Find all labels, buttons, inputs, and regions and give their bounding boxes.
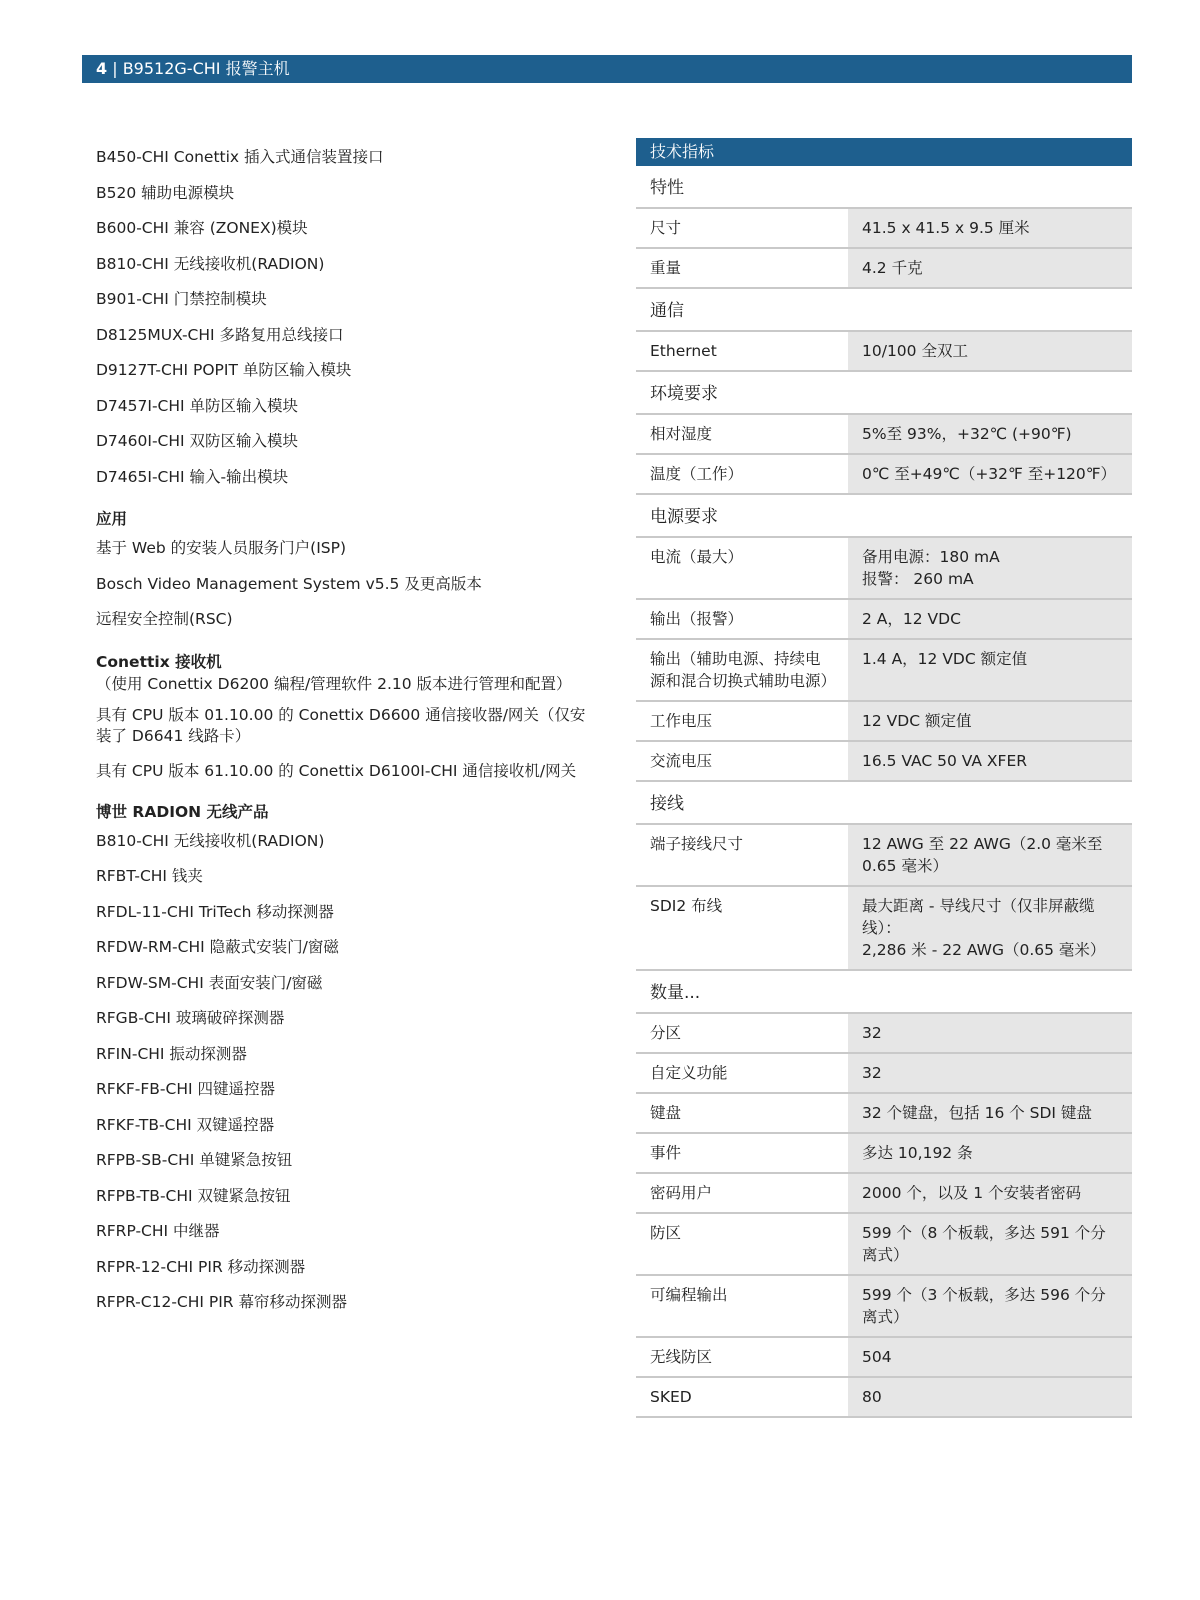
radion-heading: 博世 RADION 无线产品 (96, 802, 269, 821)
spec-value: 备用电源：180 mA 报警： 260 mA (848, 538, 1132, 598)
spec-key: 键盘 (650, 1104, 682, 1122)
spec-category: 数量... (636, 971, 1132, 1014)
spec-row (636, 1094, 1132, 1134)
spec-key: 防区 (650, 1224, 682, 1242)
module-item: B901-CHI 门禁控制模块 (96, 290, 267, 308)
spec-value: 504 (848, 1338, 1132, 1376)
spec-value: 12 VDC 额定值 (848, 702, 1132, 740)
spec-category: 通信 (636, 289, 1132, 332)
spec-row (636, 1338, 1132, 1378)
spec-value: 32 (848, 1054, 1132, 1092)
module-item: B810-CHI 无线接收机(RADION) (96, 254, 325, 273)
conettix-paragraph: 具有 CPU 版本 01.10.00 的 Conettix D6600 通信接收器/网关（仅安装了 D6641 线路卡） (96, 705, 586, 745)
conettix-paragraph: 具有 CPU 版本 61.10.00 的 Conettix D6100I-CHI 通信接收机/网关 (96, 761, 577, 780)
spec-category: 电源要求 (636, 495, 1132, 538)
spec-row (636, 209, 1132, 249)
spec-row (636, 455, 1132, 495)
module-item: D9127T-CHI POPIT 单防区输入模块 (96, 361, 352, 379)
app-item: 基于 Web 的安装人员服务门户(ISP) (96, 539, 346, 557)
spec-table (636, 138, 1132, 1418)
page-header (82, 55, 1132, 83)
spec-row (636, 1014, 1132, 1054)
spec-key: Ethernet (650, 342, 717, 360)
header-separator: | (107, 59, 123, 78)
radion-item: RFBT-CHI 钱夹 (96, 867, 203, 885)
module-item: B450-CHI Conettix 插入式通信装置接口 (96, 148, 384, 166)
spec-value: 1.4 A，12 VDC 额定值 (848, 640, 1132, 700)
spec-key: 温度（工作） (650, 465, 744, 483)
spec-row (636, 600, 1132, 640)
apps-heading: 应用 (96, 510, 128, 528)
radion-item: RFRP-CHI 中继器 (96, 1222, 220, 1240)
spec-row (636, 332, 1132, 372)
spec-row (636, 415, 1132, 455)
radion-item: B810-CHI 无线接收机(RADION) (96, 831, 325, 850)
spec-key: SDI2 布线 (650, 897, 723, 915)
spec-row (636, 1054, 1132, 1094)
spec-key: 输出（辅助电源、持续电源和混合切换式辅助电源） (650, 650, 837, 690)
spec-row (636, 1276, 1132, 1338)
conettix-heading: Conettix 接收机 (96, 652, 222, 671)
module-item: D8125MUX-CHI 多路复用总线接口 (96, 325, 344, 344)
app-item: 远程安全控制(RSC) (96, 610, 233, 628)
spec-row (636, 1214, 1132, 1276)
spec-value: 32 (848, 1014, 1132, 1052)
spec-key: 交流电压 (650, 752, 713, 770)
spec-value: 12 AWG 至 22 AWG（2.0 毫米至 0.65 毫米） (848, 825, 1132, 885)
spec-value: 41.5 x 41.5 x 9.5 厘米 (848, 209, 1132, 247)
radion-item: RFDL-11-CHI TriTech 移动探测器 (96, 902, 334, 921)
spec-value: 5%至 93%，+32℃ (+90℉) (848, 415, 1132, 453)
spec-title: 技术指标 (636, 138, 1132, 166)
spec-row (636, 640, 1132, 702)
spec-row (636, 1134, 1132, 1174)
radion-item: RFKF-TB-CHI 双键遥控器 (96, 1115, 275, 1134)
radion-item: RFDW-SM-CHI 表面安装门/窗磁 (96, 973, 323, 992)
spec-row (636, 702, 1132, 742)
radion-item: RFKF-FB-CHI 四键遥控器 (96, 1080, 275, 1098)
spec-value: 4.2 千克 (848, 249, 1132, 287)
module-item: D7460I-CHI 双防区输入模块 (96, 432, 299, 450)
radion-item: RFIN-CHI 振动探测器 (96, 1044, 247, 1063)
spec-value: 0℃ 至+49℃（+32℉ 至+120℉） (848, 455, 1132, 493)
spec-key: SKED (650, 1388, 692, 1406)
app-item: Bosch Video Management System v5.5 及更高版本 (96, 574, 482, 593)
left-column (96, 140, 596, 1321)
spec-key: 重量 (650, 259, 682, 277)
spec-key: 可编程输出 (650, 1286, 728, 1304)
module-item: D7465I-CHI 输入-输出模块 (96, 467, 289, 486)
spec-row (636, 249, 1132, 289)
radion-item: RFPB-TB-CHI 双键紧急按钮 (96, 1186, 291, 1205)
conettix-note: （使用 Conettix D6200 编程/管理软件 2.10 版本进行管理和配置） (96, 674, 572, 693)
module-item: D7457I-CHI 单防区输入模块 (96, 396, 299, 415)
module-item: B600-CHI 兼容 (ZONEX)模块 (96, 219, 308, 237)
spec-key: 自定义功能 (650, 1064, 728, 1082)
radion-item: RFPB-SB-CHI 单键紧急按钮 (96, 1151, 293, 1169)
spec-key: 电流（最大） (650, 548, 744, 566)
spec-value: 10/100 全双工 (848, 332, 1132, 370)
page-number: 4 (96, 59, 108, 78)
spec-value: 16.5 VAC 50 VA XFER (848, 742, 1132, 780)
spec-key: 尺寸 (650, 219, 682, 237)
spec-value: 32 个键盘，包括 16 个 SDI 键盘 (848, 1094, 1132, 1132)
spec-category: 特性 (636, 166, 1132, 209)
spec-value: 最大距离 - 导线尺寸（仅非屏蔽缆线）： 2,286 米 - 22 AWG（0.65 毫米） (848, 887, 1132, 969)
spec-row (636, 1174, 1132, 1214)
spec-value: 2 A，12 VDC (848, 600, 1132, 638)
spec-key: 端子接线尺寸 (650, 835, 744, 853)
spec-value: 多达 10,192 条 (848, 1134, 1132, 1172)
spec-row (636, 887, 1132, 971)
spec-row (636, 742, 1132, 782)
spec-value: 599 个（3 个板载，多达 596 个分离式） (848, 1276, 1132, 1336)
spec-row (636, 825, 1132, 887)
spec-value: 599 个（8 个板载，多达 591 个分离式） (848, 1214, 1132, 1274)
spec-key: 相对湿度 (650, 425, 713, 443)
radion-item: RFPR-12-CHI PIR 移动探测器 (96, 1257, 306, 1276)
spec-key: 输出（报警） (650, 610, 744, 628)
spec-key: 工作电压 (650, 712, 713, 730)
radion-item: RFDW-RM-CHI 隐蔽式安装门/窗磁 (96, 938, 339, 956)
spec-row (636, 538, 1132, 600)
radion-item: RFGB-CHI 玻璃破碎探测器 (96, 1009, 285, 1027)
spec-key: 事件 (650, 1144, 682, 1162)
spec-category: 环境要求 (636, 372, 1132, 415)
module-item: B520 辅助电源模块 (96, 183, 235, 202)
spec-value: 80 (848, 1378, 1132, 1416)
spec-value: 2000 个，以及 1 个安装者密码 (848, 1174, 1132, 1212)
spec-row (636, 1378, 1132, 1418)
spec-key: 分区 (650, 1024, 682, 1042)
spec-category: 接线 (636, 782, 1132, 825)
spec-key: 密码用户 (650, 1184, 713, 1202)
radion-item: RFPR-C12-CHI PIR 幕帘移动探测器 (96, 1293, 347, 1311)
spec-key: 无线防区 (650, 1348, 713, 1366)
header-title: B9512G-CHI 报警主机 (122, 59, 290, 78)
